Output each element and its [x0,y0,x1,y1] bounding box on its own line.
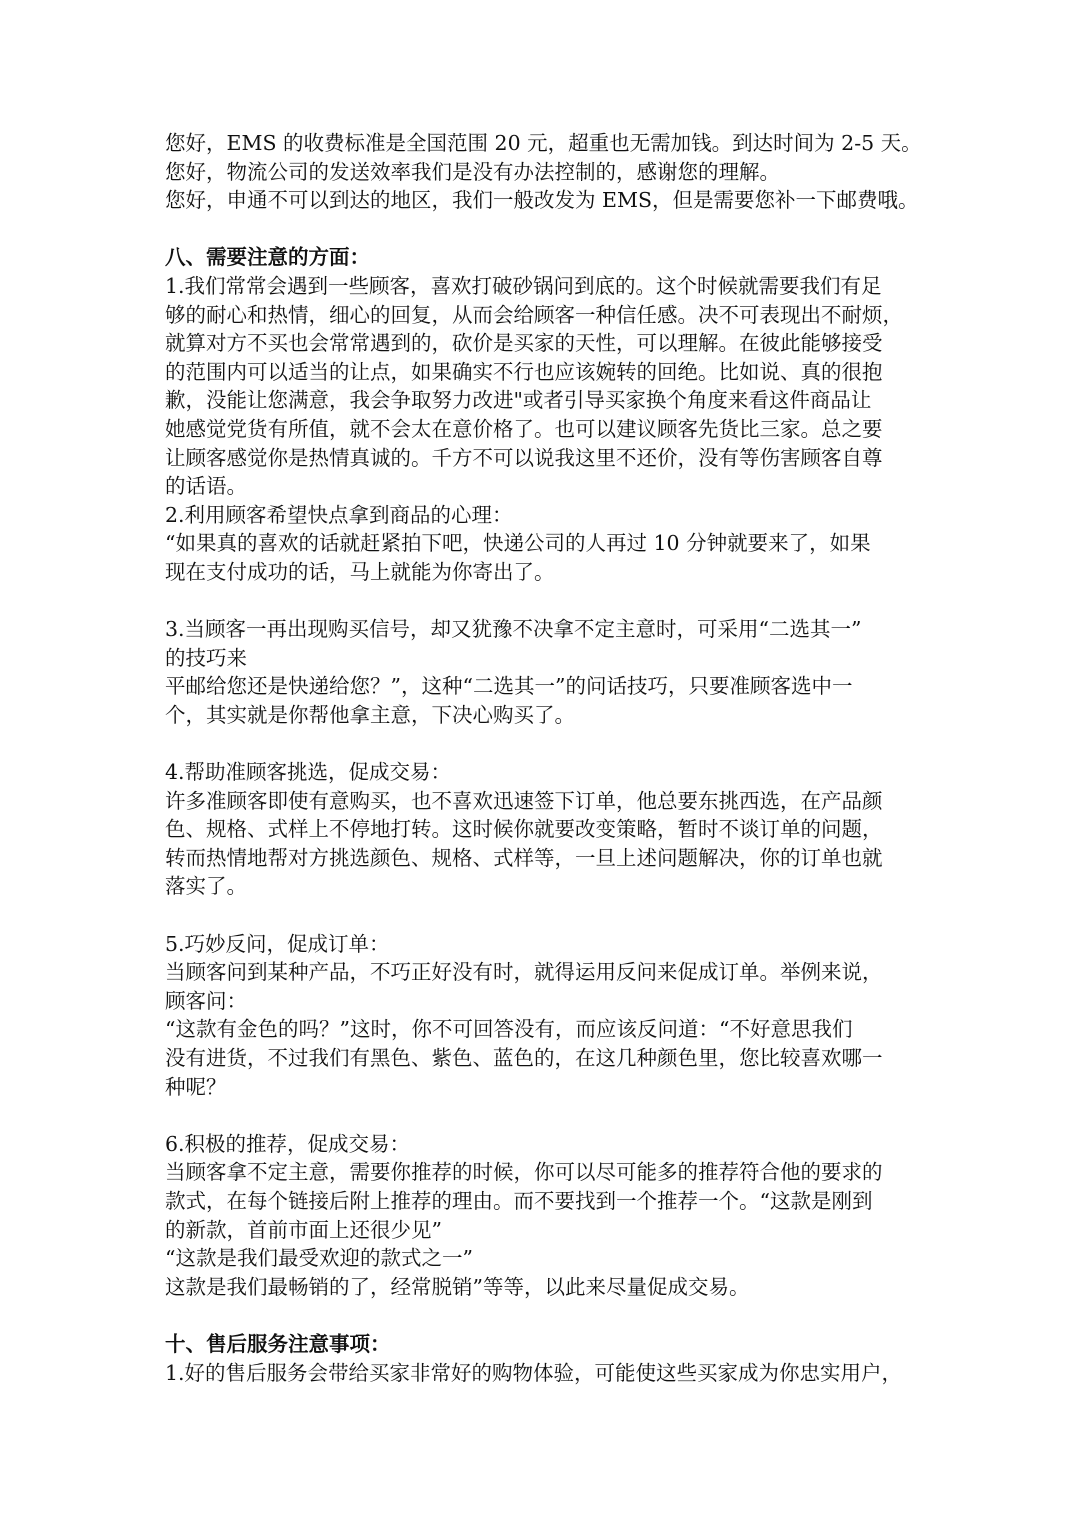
blank-line [165,215,925,244]
paragraph-line: 歉，没能让您满意，我会争取努力改进"或者引导买家换个角度来看这件商品让 [165,388,872,413]
section-heading: 十、售后服务注意事项： [165,1331,391,1356]
paragraph-line: 现在支付成功的话，马上就能为你寄出了。 [165,559,555,584]
paragraph-line: 的新款，首前市面上还很少见” [165,1217,442,1242]
paragraph-line: 4.帮助准顾客挑选，促成交易： [165,760,452,785]
paragraph-line: 1.好的售后服务会带给买家非常好的购物体验，可能使这些买家成为你忠实用户， [165,1360,903,1385]
paragraph-line: “这款是我们最受欢迎的款式之一” [165,1246,473,1271]
paragraph-line: “这款有金色的吗？”这时，你不可回答没有，而应该反问道：“不好意思我们 [165,1017,853,1042]
paragraph-line: 您好，申通不可以到达的地区，我们一般改发为 EMS，但是需要您补一下邮费哦。 [165,188,919,213]
paragraph-line: 当顾客拿不定主意，需要你推荐的时候，你可以尽可能多的推荐符合他的要求的 [165,1160,883,1185]
paragraph-line: 3.当顾客一再出现购买信号，却又犹豫不决拿不定主意时，可采用“二选其一” [165,617,862,642]
blank-line [165,901,925,930]
paragraph-line: 顾客问： [165,988,247,1013]
paragraph-line: 1.我们常常会遇到一些顾客，喜欢打破砂锅问到底的。这个时候就需要我们有足 [165,273,882,298]
paragraph-line: 的话语。 [165,474,247,499]
paragraph-line: 她感觉党货有所值，就不会太在意价格了。也可以建议顾客先货比三家。总之要 [165,416,883,441]
paragraph-line: 没有进货，不过我们有黑色、紫色、蓝色的，在这几种颜色里，您比较喜欢哪一 [165,1046,883,1070]
paragraph-line: 让顾客感觉你是热情真诚的。千方不可以说我这里不还价，没有等伤害顾客自尊 [165,445,883,470]
blank-line [165,1101,925,1130]
paragraph-line: 6.积极的推荐，促成交易： [165,1131,411,1156]
paragraph-line: 就算对方不买也会常常遇到的，砍价是买家的天性，可以理解。在彼此能够接受 [165,331,883,356]
paragraph-line: 当顾客问到某种产品，不巧正好没有时，就得运用反问来促成订单。举例来说， [165,960,883,985]
paragraph-line: 许多准顾客即使有意购买，也不喜欢迅速签下订单，他总要东挑西选，在产品颜 [165,788,883,813]
paragraph-line: 您好，EMS 的收费标准是全国范围 20 元，超重也无需加钱。到达时间为 2-5 天。 [165,131,922,155]
blank-line [165,1301,925,1330]
paragraph-line: 种呢？ [165,1074,227,1099]
paragraph-line: 够的耐心和热情，细心的回复，从而会给顾客一种信任感。决不可表现出不耐烦， [165,302,903,327]
section-heading: 八、需要注意的方面： [165,245,370,270]
paragraph-line: “如果真的喜欢的话就赶紧拍下吧，快递公司的人再过 10 分钟就要来了，如果 [165,531,871,556]
paragraph-line: 的技巧来 [165,645,247,670]
paragraph-line: 色、规格、式样上不停地打转。这时候你就要改变策略，暂时不谈订单的问题， [165,817,883,842]
paragraph-line: 5.巧妙反问，促成订单： [165,931,390,956]
paragraph-line: 转而热情地帮对方挑选颜色、规格、式样等，一旦上述问题解决，你的订单也就 [165,845,883,870]
paragraph-line: 个，其实就是你帮他拿主意，下决心购买了。 [165,702,575,727]
paragraph-line: 的范围内可以适当的让点，如果确实不行也应该婉转的回绝。比如说、真的很抱 [165,359,883,384]
blank-line [165,587,925,616]
paragraph-line: 款式，在每个链接后附上推荐的理由。而不要找到一个推荐一个。“这款是刚到 [165,1188,873,1213]
paragraph-line: 这款是我们最畅销的了，经常脱销”等等，以此来尽量促成交易。 [165,1274,750,1299]
paragraph-line: 平邮给您还是快递给您？”，这种“二选其一”的问话技巧，只要准顾客选中一 [165,674,853,699]
paragraph-line: 2.利用顾客希望快点拿到商品的心理： [165,502,513,527]
paragraph-line: 您好，物流公司的发送效率我们是没有办法控制的，感谢您的理解。 [165,159,780,184]
paragraph-line: 落实了。 [165,874,247,899]
blank-line [165,729,925,758]
document-body [165,129,925,1387]
